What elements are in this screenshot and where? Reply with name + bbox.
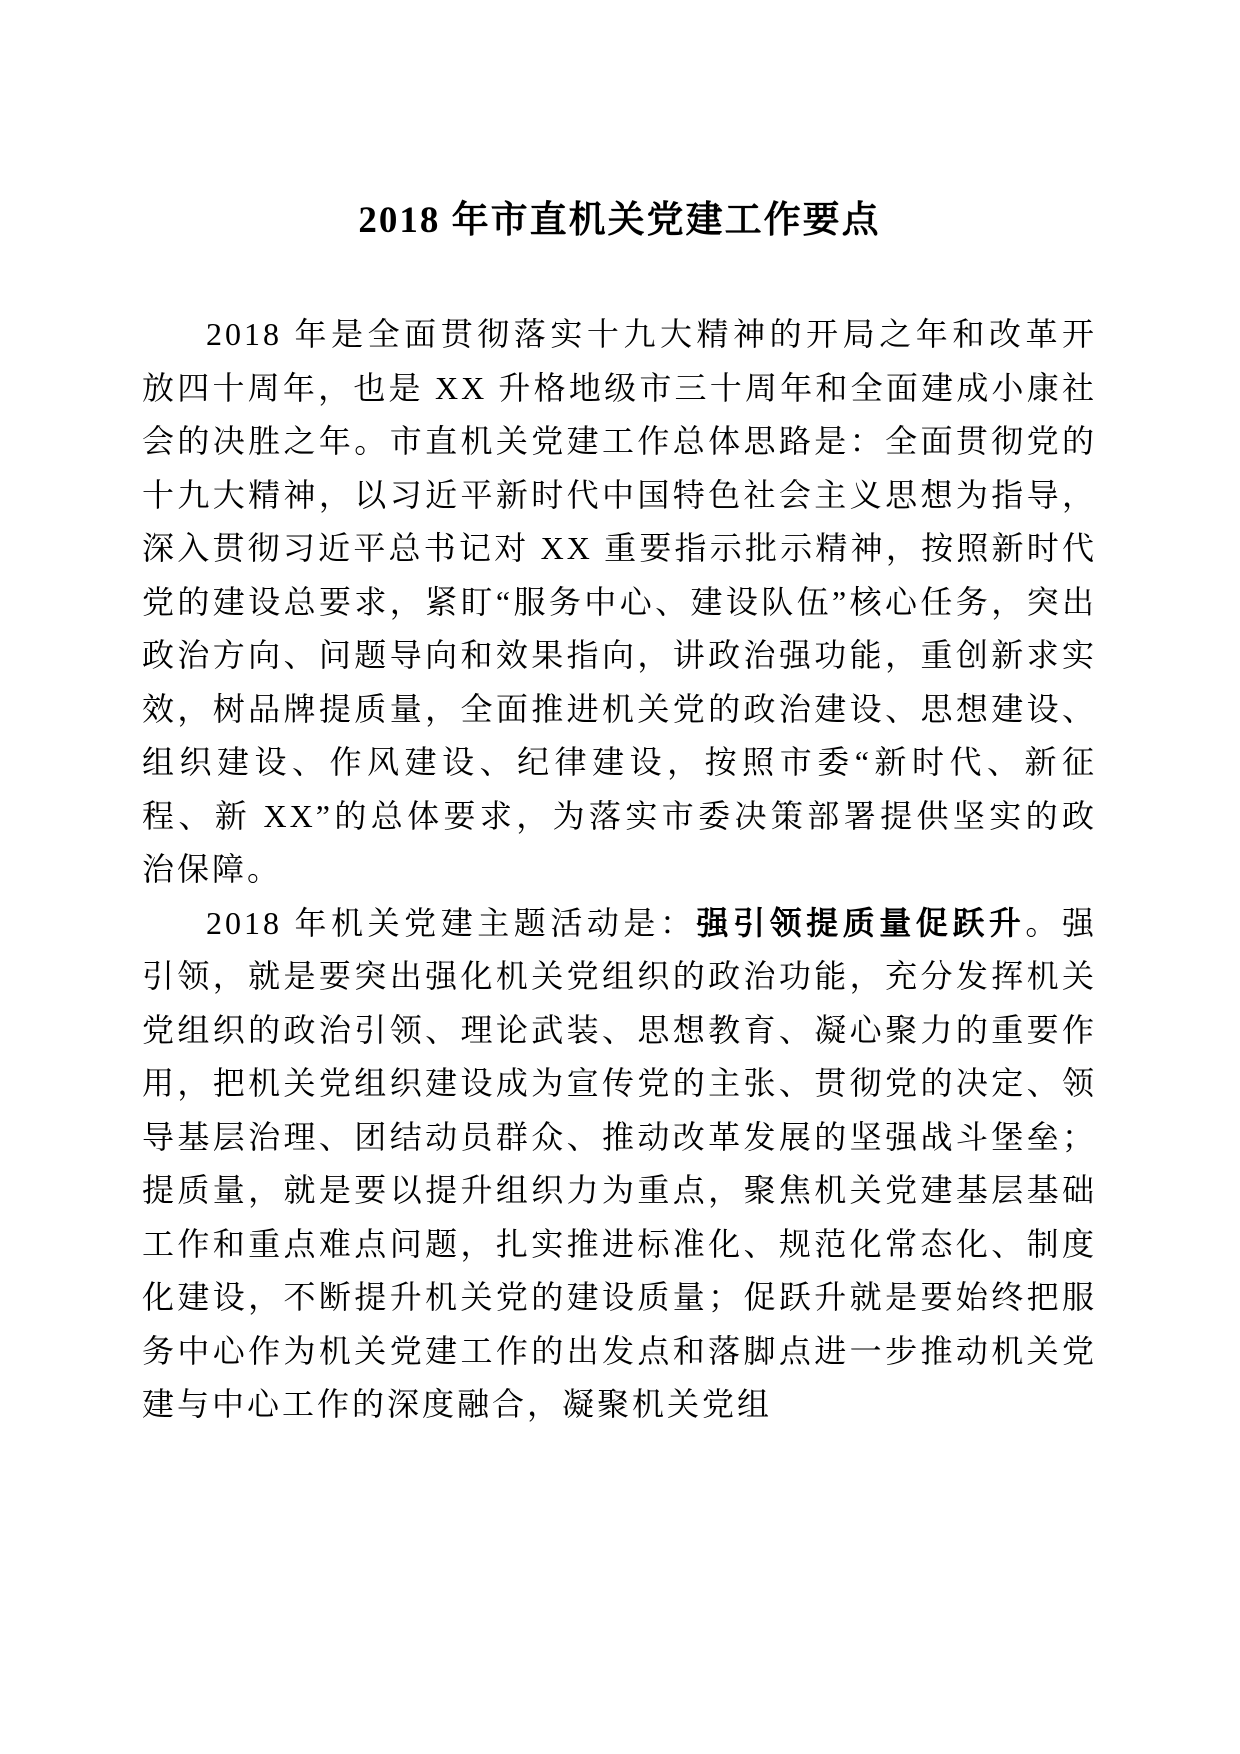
- document-body: [142, 308, 1097, 1432]
- paragraph-text: 。强引领，就是要突出强化机关党组织的政治功能，充分发挥机关党组织的政治引领、理论武装、思想教育、凝心聚力的重要作用，把机关党组织建设成为宣传党的主张、贯彻党的决定、领导基层治理、团结动员群众、推动改革发展的坚强战斗堡垒；提质量，就是要以提升组织力为重点，聚焦机关党建基层基础工作和重点难点问题，扎实推进标准化、规范化常态化、制度化建设，不断提升机关党的建设质量；促跃升就是要始终把服务中心作为机关党建工作的出发点和落脚点进一步推动机关党建与中心工作的深度融合，凝聚机关党组: [142, 904, 1097, 1422]
- paragraph: [142, 308, 1097, 897]
- paragraph-bold-text: 强引领提质量促跃升: [696, 904, 1026, 941]
- document-title: 2018 年市直机关党建工作要点: [358, 200, 881, 241]
- paragraph-text: 2018 年是全面贯彻落实十九大精神的开局之年和改革开放四十周年，也是 XX 升格地级市三十周年和全面建成小康社会的决胜之年。市直机关党建工作总体思路是：全面贯彻党的十九大精神，以习近平新时代中国特色社会主义思想为指导，深入贯彻习近平总书记对 XX 重要指示批示精神，按照新时代党的建设总要求，紧盯“服务中心、建设队伍”核心任务，突出政治方向、问题导向和效果指向，讲政治强功能，重创新求实效，树品牌提质量，全面推进机关党的政治建设、思想建设、组织建设、作风建设、纪律建设，按照市委“新时代、新征程、新 XX”的总体要求，为落实市委决策部署提供坚实的政治保障。: [142, 316, 1097, 887]
- paragraph: [142, 897, 1097, 1432]
- paragraph-text: 2018 年机关党建主题活动是：: [206, 904, 697, 941]
